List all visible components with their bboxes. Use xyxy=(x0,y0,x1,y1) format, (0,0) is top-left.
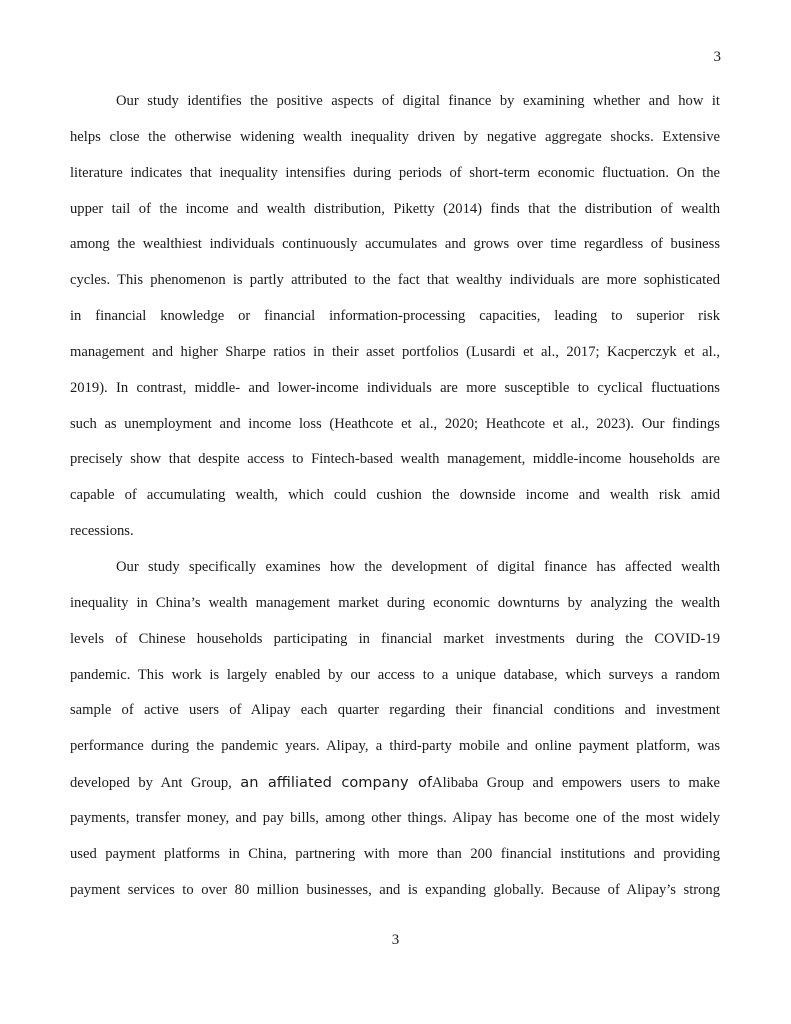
paragraph-2-line: sample of active users of Alipay each quarter regarding their financial conditions and investment xyxy=(70,702,720,719)
paragraph-1-line: helps close the otherwise widening wealth inequality driven by negative aggregate shocks. Extensive xyxy=(70,128,720,145)
paragraph-1-line: recessions. xyxy=(70,523,134,540)
mixed-line-after: Alibaba Group and empowers users to make xyxy=(432,775,721,792)
paragraph-2-line: performance during the pandemic years. Alipay, a third-party mobile and online payment platform, was xyxy=(70,738,720,755)
paragraph-1-line: capable of accumulating wealth, which could cushion the downside income and wealth risk amid xyxy=(70,487,720,504)
paragraph-1-line: Our study identifies the positive aspects of digital finance by examining whether and how it xyxy=(116,93,720,109)
paragraph-2-mixed-font-line xyxy=(70,765,720,801)
body-text xyxy=(70,84,720,908)
paragraph-1-line: precisely show that despite access to Fintech-based wealth management, middle-income households are xyxy=(70,451,720,468)
paragraph-2-line: payment services to over 80 million businesses, and is expanding globally. Because of Alipay’s strong xyxy=(70,881,720,898)
paragraph-1-line: cycles. This phenomenon is partly attributed to the fact that wealthy individuals are more sophisticated xyxy=(70,272,720,289)
paragraph-1-line: upper tail of the income and wealth distribution, Piketty (2014) finds that the distribution of wealth xyxy=(70,200,720,217)
paragraph-1-line: in financial knowledge or financial information-processing capacities, leading to superior risk xyxy=(70,308,720,325)
paragraph-1-line: among the wealthiest individuals continuously accumulates and grows over time regardless of business xyxy=(70,236,720,253)
paragraph-1-line: such as unemployment and income loss (Heathcote et al., 2020; Heathcote et al., 2023). Our findings xyxy=(70,415,720,432)
page-number-bottom: 3 xyxy=(391,932,400,948)
paragraph-2-line: inequality in China’s wealth management market during economic downturns by analyzing the wealth xyxy=(70,594,720,611)
paragraph-2-line: used payment platforms in China, partnering with more than 200 financial institutions and providing xyxy=(70,845,720,862)
mixed-line-sans-fragment: an affiliated company of xyxy=(240,774,433,792)
paragraph-2-line: payments, transfer money, and pay bills, among other things. Alipay has become one of the most widely xyxy=(70,809,720,826)
paragraph-2-line: Our study specifically examines how the development of digital finance has affected wealth xyxy=(116,558,720,575)
mixed-line-before: developed by Ant Group, xyxy=(70,775,241,792)
page-number-top: 3 xyxy=(713,49,721,65)
paragraph-2-line: levels of Chinese households participating in financial market investments during the COVID-19 xyxy=(70,630,720,647)
paragraph-1-line: management and higher Sharpe ratios in their asset portfolios (Lusardi et al., 2017; Kacperczyk et al., xyxy=(70,343,720,360)
paragraph-1-line: 2019). In contrast, middle- and lower-income individuals are more susceptible to cyclical fluctuations xyxy=(70,379,720,396)
paragraph-2-line: pandemic. This work is largely enabled by our access to a unique database, which surveys a random xyxy=(70,666,720,683)
paragraph-1-line: literature indicates that inequality intensifies during periods of short-term economic fluctuation. On the xyxy=(70,164,720,181)
